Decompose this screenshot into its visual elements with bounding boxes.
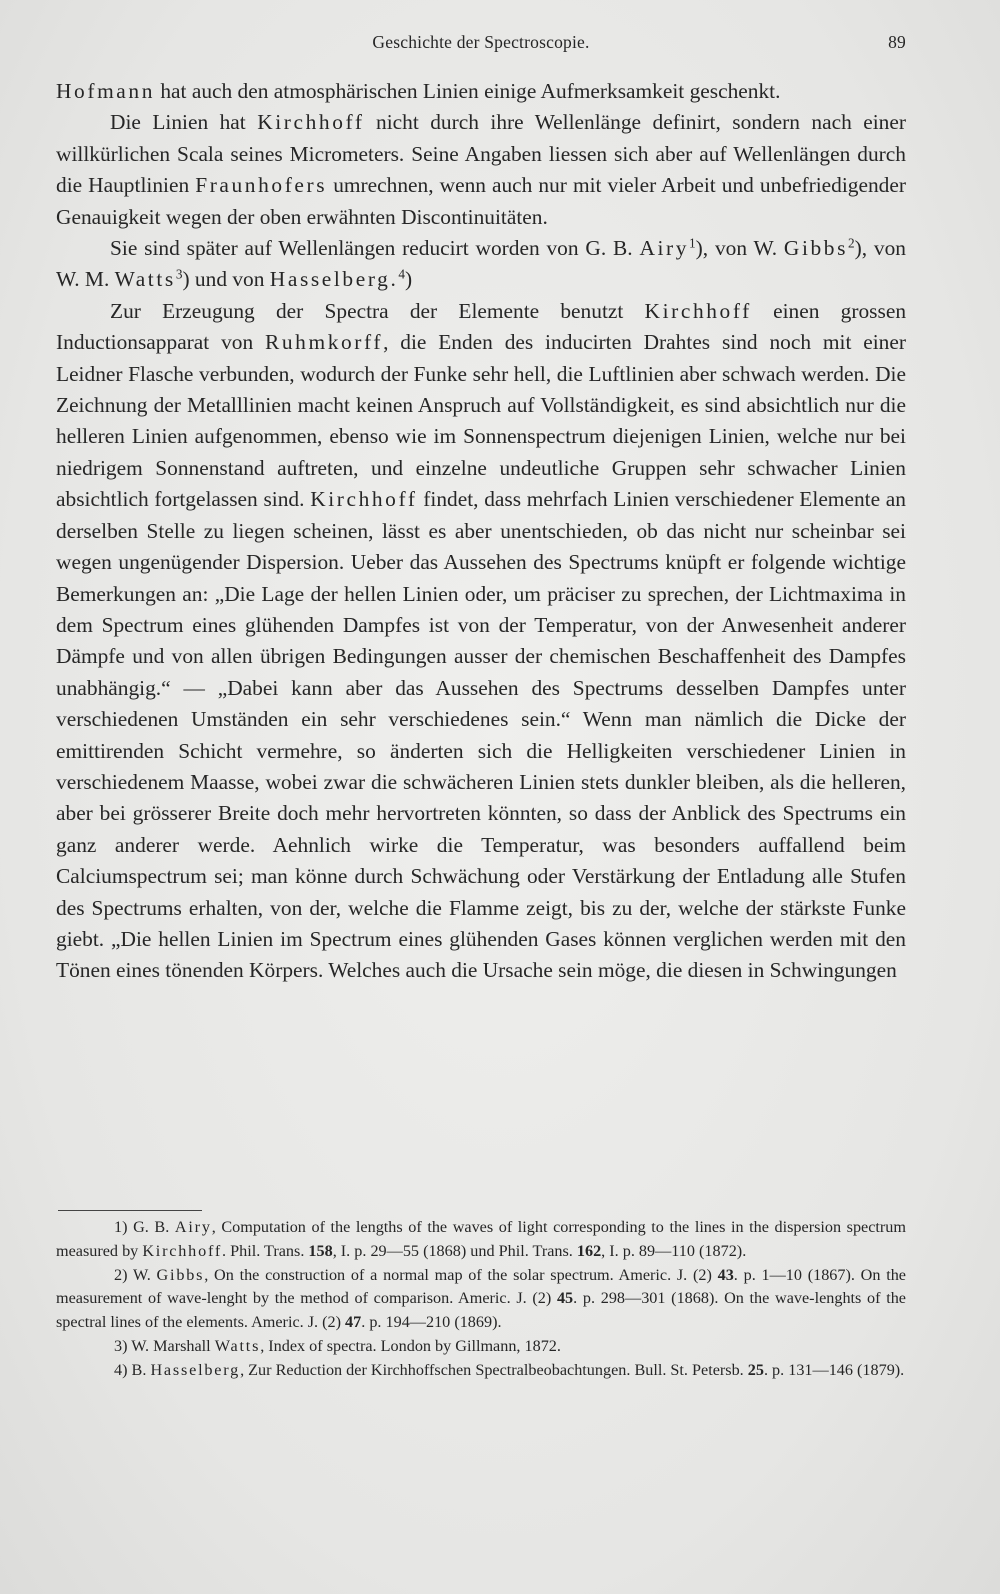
footnote-separator [58,1210,202,1211]
footnote-1 [56,1216,906,1264]
text-run: . p. 194—210 (1869). [361,1313,502,1332]
text-run: Die Linien hat [110,110,258,135]
person-name: Kirchhoff [644,298,752,323]
volume-number: 47 [345,1313,362,1332]
footnote-ref: 4 [398,267,406,283]
text-run: ), von W. [695,236,784,261]
text-run: findet, dass mehrfach Linien verschiedener Elemente an derselben Stelle zu liegen scheinen, lässt es aber unentschieden, ob das nicht nur scheinbar sei wegen ungenügender Dispersion. Ueber das Aussehen des Spectrums knüpft er folgende wichtige Bemerkungen an: „Die Lage der hellen Linien oder, um präciser zu sprechen, der Lichtmaxima in dem Spectrum eines glühenden Dampfes ist von der Temperatur, von der Anwesenheit anderer Dämpfe und von allen übrigen Bedingungen ausser der chemischen Beschaffenheit des Dampfes unabhängig.“ — „Dabei kann aber das Aussehen des Spectrums desselben Dampfes unter verschiedenen Umständen ein sehr verschiedenes sein.“ Wenn man nämlich die Dicke der emittirenden Schicht vermehre, so änderten sich die Helligkeiten verschiedener Linien in verschiedenem Maasse, wobei zwar die schwächeren Linien stets dunkler bleiben, als die helleren, aber bei grösserer Breite doch mehr hervortreten könnten, so dass der Anblick des Spectrums ein ganz anderer werde. Aehnlich wirke die Temperatur, was besonders auffallend beim Calciumspectrum sei; man könne durch Schwächung oder Verstärkung der Entladung alle Stufen des Spectrums erhalten, von der, welche die Flamme zeigt, bis zu der, welche der stärkste Funke giebt. „Die hellen Linien im Spectrum eines glühenden Gases können verglichen werden mit den Tönen eines tönenden Körpers. Welches auch die Ursache sein möge, die diesen in Schwingungen [56,487,906,983]
paragraph-element-spectra [56,296,906,987]
person-name: Airy [174,1218,212,1236]
person-name: Airy [639,236,690,261]
volume-number: 162 [576,1241,602,1260]
text-run: W. [127,1265,157,1284]
text-run: , I. p. 89—110 (1872). [601,1241,747,1260]
text-run: . p. 1—10 (1867). On the measurement of wave-lenght by the method of comparison. Americ. J. (2) [56,1265,906,1308]
paragraph-kirchhoff-scale [56,107,906,233]
text-run: ) und von [182,267,270,292]
volume-number: 158 [308,1241,333,1260]
running-title: Geschichte der Spectroscopie. [372,32,590,52]
volume-number: 25 [747,1360,764,1379]
footnote-2 [56,1264,906,1335]
person-name: Fraunhofers [195,173,328,198]
footnote-4 [56,1359,906,1383]
person-name: Kirchhoff [310,487,418,512]
person-name: Kirchhoff [257,110,365,135]
person-name: Hasselberg [150,1360,241,1379]
text-run: , Zur Reduction der Kirchhoffschen Spectralbeobachtungen. Bull. St. Petersb. [240,1360,748,1379]
footnote-number: 2) [114,1265,128,1284]
text-run: . p. 131—146 (1879). [763,1360,905,1379]
volume-number: 45 [556,1289,574,1308]
text-run: ) [405,267,413,292]
person-name: Gibbs [156,1265,205,1284]
text-run: Sie sind später auf Wellenlängen reducirt worden von G. B. [110,236,640,261]
person-name: Kirchhoff [142,1241,223,1260]
text-run: , Computation of the lengths of the waves of light corresponding to the lines in the dispersion spectrum measured by [56,1218,906,1260]
footnote-ref: 3 [175,267,183,283]
footnotes [56,1216,906,1383]
person-name: Hasselberg. [269,267,399,292]
paragraph-wavelength-reduction [56,233,906,296]
person-name: Watts [114,267,176,292]
text-run: W. Marshall [127,1336,215,1355]
person-name: Gibbs [783,236,848,261]
paragraph-hofmann [56,76,906,107]
person-name: Hofmann [56,79,155,103]
text-run: nicht durch ihre Wellenlänge definirt, sondern nach einer willkürlichen Scala seines Micrometers. Seine Angaben liessen sich aber auf Wellenlängen durch die Hauptlinien [56,110,906,198]
main-text [56,76,906,987]
text-run: , die Enden des inducirten Drahtes sind noch mit einer Leidner Flasche verbunden, wodurch der Funke sehr hell, die Luftlinien aber schwach werden. Die Zeichnung der Metalllinien macht keinen Anspruch auf Vollständigkeit, es sind absichtlich nur die helleren Linien aufgenommen, ebenso wie im Sonnenspectrum diejenigen Linien, welche nur bei niedrigem Sonnenstand auftreten, und einzelne undeutliche Gruppen sehr schwacher Linien absichtlich fortgelassen sind. [56,330,906,512]
text-run: , I. p. 29—55 (1868) und Phil. Trans. [332,1241,577,1260]
footnote-number: 3) [114,1336,128,1355]
text-run: , On the construction of a normal map of the solar spectrum. Americ. J. (2) [204,1265,718,1284]
text-run: einen grossen Inductionsapparat von [56,298,907,355]
text-run: umrechnen, wenn auch nur mit vieler Arbeit und unbefriedigender Genauigkeit wegen der oben erwähnten Discontinuitäten. [56,173,906,229]
footnote-3 [56,1335,906,1359]
footnote-number: 1) [114,1218,128,1236]
text-run: Zur Erzeugung der Spectra der Elemente benutzt [110,298,645,323]
page-number: 89 [888,32,906,52]
text-run: . p. 298—301 (1868). On the wave-lenghts of the spectral lines of the elements. Americ. J. (2) [56,1289,906,1332]
person-name: Ruhmkorff [265,330,384,355]
text-run: B. [127,1360,151,1379]
footnote-ref: 2 [848,235,855,251]
footnote-ref: 1 [689,235,696,251]
volume-number: 43 [717,1265,734,1284]
page-header [56,32,906,58]
text-run: ), von W. M. [56,236,907,292]
text-run: , Index of spectra. London by Gillmann, 1872. [260,1336,561,1355]
person-name: Watts [214,1336,261,1355]
text-run: hat auch den atmosphärischen Linien einige Aufmerksamkeit geschenkt. [155,79,781,103]
text-run: . Phil. Trans. [222,1241,309,1260]
text-run: G. B. [127,1218,175,1236]
footnote-number: 4) [114,1360,128,1379]
